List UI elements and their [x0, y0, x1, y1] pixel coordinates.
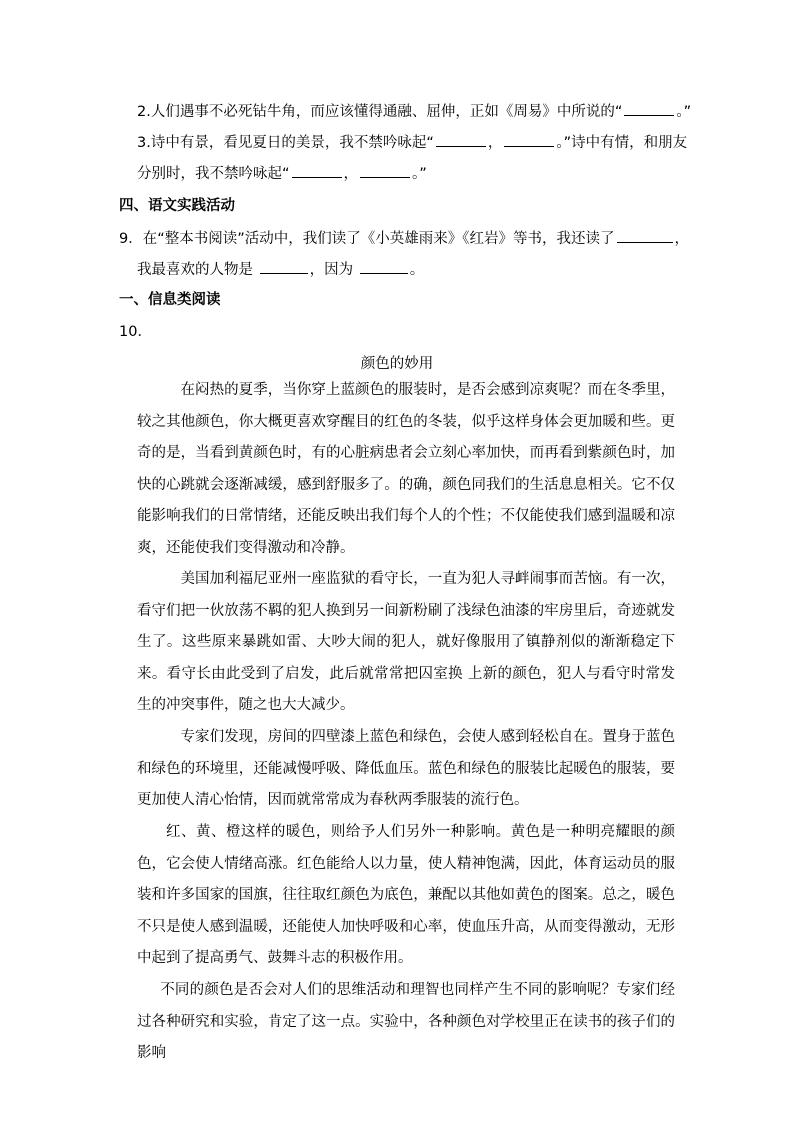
q9-reason-label: ，因为 [309, 262, 354, 278]
paragraph-text: 红、黄、橙这样的暖色，则给予人们另外一种影响。黄色是一种明亮耀眼的颜色，它会使人情绪高涨。红色能给人以力量，使人精神饱满，因此，体育运动员的服装和许多国家的国旗，往往取红颜色为底色，兼配以其他如黄色的图案。总之，暖色不只是使人感到温暖，还能使人加快呼吸和心率，使血压升高，从而变得激动，无形中起到了提高勇气、鼓舞斗志的积极作用。 [137, 824, 675, 967]
q8-item-3-text: 3.诗中有景，看见夏日的美景，我不禁吟咏起“ [137, 135, 434, 151]
answer-blank[interactable] [260, 259, 308, 274]
paragraph-text: 不同的颜色是否会对人们的思维活动和理智也同样产生不同的影响呢？专家们经过各种研究和实验，肯定了这一点。实验中，各种颜色对学校里正在读书的孩子们的影响 [137, 982, 675, 1062]
answer-blank[interactable] [504, 132, 554, 147]
q9-line-1-end: ， [674, 231, 689, 247]
q9-line-2-end: 。 [409, 262, 425, 278]
answer-blank[interactable] [360, 163, 410, 178]
answer-blank[interactable] [436, 132, 486, 147]
q8-item-3 [137, 132, 687, 153]
article-paragraph-2 [137, 564, 675, 722]
q9-text: 9．在“整本书阅读”活动中，我们读了《小英雄雨来》《红岩》等书，我还读了 [119, 231, 615, 247]
article-paragraph-5 [137, 975, 675, 1070]
q8-item-2 [137, 101, 691, 122]
q9-line-2 [137, 259, 424, 280]
separator: ， [343, 166, 359, 182]
answer-blank[interactable] [617, 228, 673, 243]
q9-line-1 [119, 228, 689, 249]
answer-blank[interactable] [292, 163, 342, 178]
article-paragraph-4 [137, 817, 675, 975]
paragraph-text: 美国加利福尼亚州一座监狱的看守长，一直为犯人寻衅闹事而苦恼。有一次，看守们把一伙放荡不羁的犯人换到另一间新粉刷了浅绿色油漆的牢房里后，奇迹就发生了。这些原来暴跳如雷、大吵大闹的犯人，就好像服用了镇静剂似的渐渐稳定下来。看守长由此受到了启发，此后就常常把囚室换 上新的颜色，犯人与看守时常发生的冲突事件，随之也大大减少。 [137, 571, 675, 714]
q8-item-3-cont-end: 。” [412, 166, 427, 182]
q8-item-2-end: 。” [676, 104, 692, 120]
q9-favorite-label: 我最喜欢的人物是 [137, 262, 253, 278]
section-4-heading: 四、语文实践活动 [119, 198, 235, 214]
answer-blank[interactable] [360, 259, 408, 274]
paragraph-text: 在闷热的夏季，当你穿上蓝颜色的服装时，是否会感到凉爽呢？而在冬季里，较之其他颜色，你大概更喜欢穿醒目的红色的冬装，似乎这样身体会更加暖和些。更奇的是，当看到黄颜色时，有的心脏病患者会立刻心率加快，而再看到紫颜色时，加快的心跳就会逐渐减缓，感到舒服多了。的确，颜色同我们的生活息息相关。它不仅能影响我们的日常情绪，还能反映出我们每个人的个性；不仅能使我们感到温暖和凉爽，还能使我们变得激动和冷静。 [137, 382, 675, 556]
article-paragraph-1 [137, 375, 675, 565]
paragraph-text: 专家们发现，房间的四壁漆上蓝色和绿色，会使人感到轻松自在。置身于蓝色和绿色的环境里，还能减慢呼吸、降低血压。蓝色和绿色的服装比起暖色的服装，要更加使人清心怡情，因而就常常成为春秋两季服装的流行色。 [137, 729, 675, 809]
q8-item-3-cont [137, 163, 427, 184]
q8-item-2-text: 2.人们遇事不必死钻牛角，而应该懂得通融、屈伸，正如《周易》中所说的“ [137, 104, 623, 120]
article-paragraph-3 [137, 722, 675, 817]
q10-number: 10． [119, 324, 152, 340]
article-title: 颜色的妙用 [360, 356, 434, 372]
q8-item-3-mid: 。”诗中有情，和朋友 [556, 135, 688, 151]
separator: ， [487, 135, 503, 151]
answer-blank[interactable] [624, 101, 674, 116]
q8-item-3-cont-text: 分别时，我不禁吟咏起“ [137, 166, 290, 182]
section-1-heading: 一、信息类阅读 [119, 292, 221, 308]
